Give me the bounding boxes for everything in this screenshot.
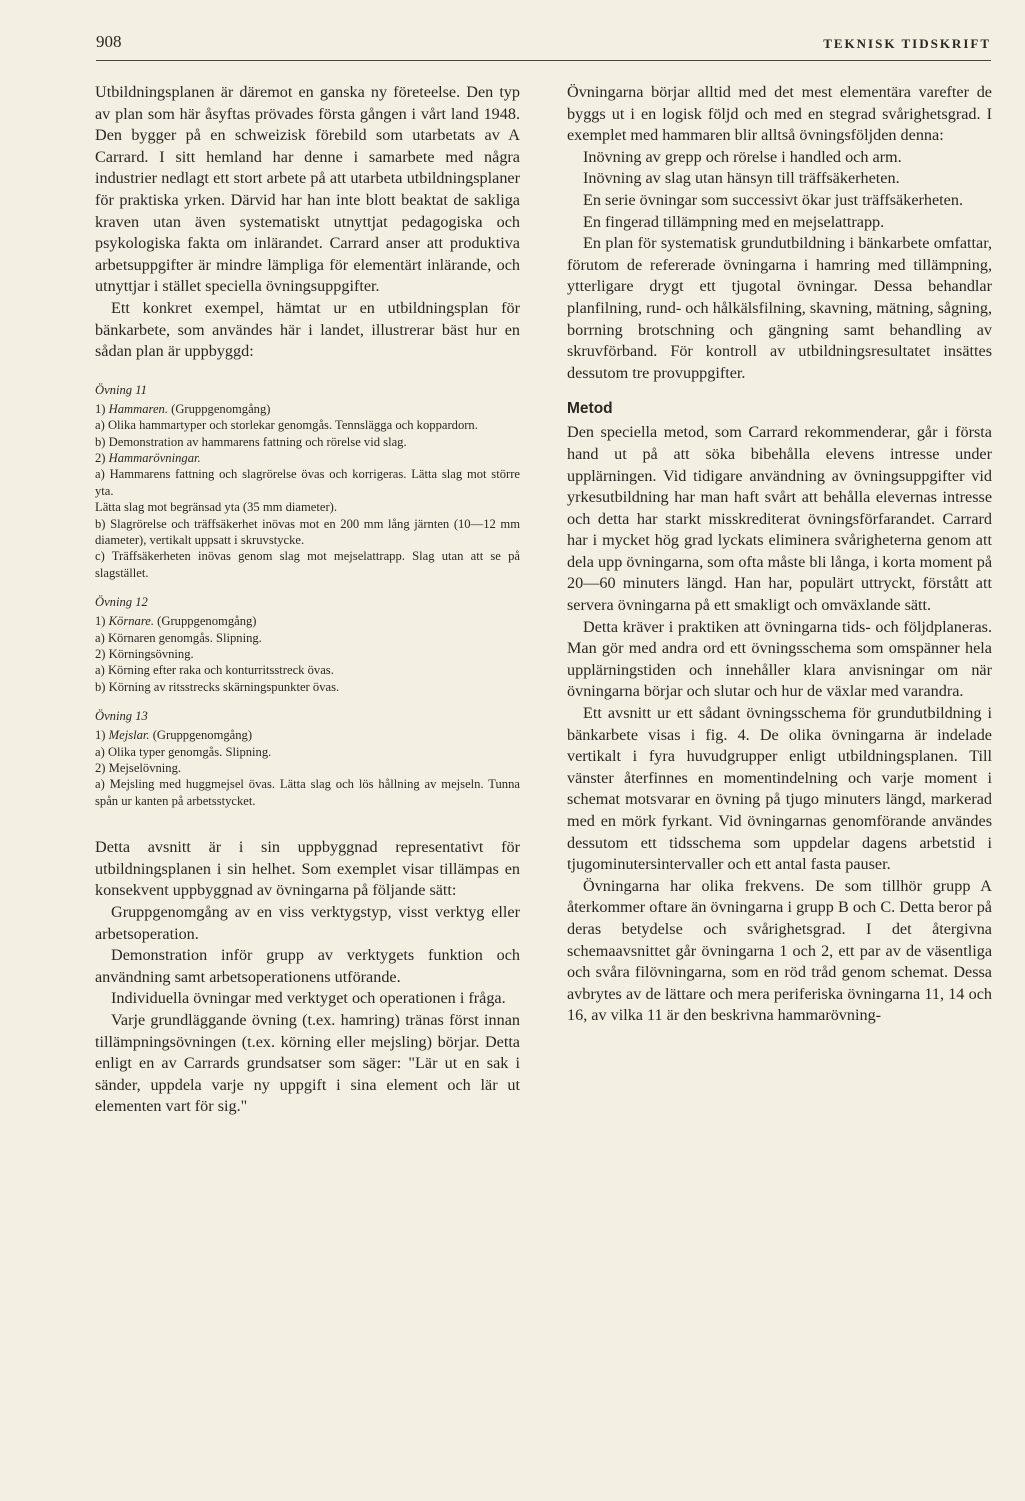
left-column <box>95 82 520 1118</box>
section-heading: Metod <box>567 400 613 418</box>
paragraph: Detta avsnitt är i sin uppbyggnad representativt för utbildningsplanen i sin helhet. Som exemplet visar tillämpas en konsekvent uppbyggnad av övningarna på följande sätt: <box>95 838 520 900</box>
paragraph: Övningarna har olika frekvens. De som tillhör grupp A återkommer oftare än övningarna i grupp B och C. Detta beror på deras betydelse och svårighetsgrad. I det återgivna schemaavsnittet går övningarna 1 och 2, ett par av de väsentliga och svåra filövningarna, som en röd tråd genom schemat. Dessa avbrytes av de lättare och mera periferiska övningarna 11, 14 och 16, av vilka 11 är den beskrivna hammarövning- <box>567 876 992 1025</box>
exercise-line: b) Slagrörelse och träffsäkerhet inövas mot en 200 mm lång järnten (10—12 mm diameter), vertikalt uppsatt i skruvstycke. <box>95 516 520 547</box>
paragraph: En plan för systematisk grundutbildning i bänkarbete omfattar, förutom de refererade övningarna i hamring med tillämpning, ytterligare drygt ett tjugotal övningar. Dessa behandlar planfilning, rund- och hålkälsfilning, skavning, mätning, sågning, borrning brotschning och gängning samt behandling av skruvförband. För kontroll av utbildningsresultatet insättes dessutom tre provuppgifter. <box>567 234 992 382</box>
exercise-line: a) Körning efter raka och konturritsstreck övas. <box>95 663 334 678</box>
exercise-line: b) Körning av ritsstrecks skärningspunkter övas. <box>95 679 340 694</box>
paragraph: Gruppgenomgång av en viss verktygstyp, visst verktyg eller arbetsoperation. <box>95 903 520 943</box>
exercise-line: 1) Körnare. (Gruppgenomgång) <box>95 614 257 629</box>
paragraph: Den speciella metod, som Carrard rekommenderar, går i första hand ut på att söka bibehålla elevens intresse under upplärningen. Vid tidigare användning av övningsuppgifter vid yrkesutbildning har man haft svårt att behålla elevernas intresse och detta har starkt misskrediterat övningsförfarandet. Carrard har i mycket hög grad lyckats eliminera svårigheterna genom att dela upp övningarna, som ofta måste bli långa, i korta moment på 20—60 minuters längd. Han har, populärt uttryckt, förstått att servera övningarna på ett smakligt och omväxlande sätt. <box>567 423 992 615</box>
right-column <box>567 82 992 1027</box>
paragraph: En serie övningar som successivt ökar just träffsäkerheten. <box>583 190 963 209</box>
exercise-line: a) Olika hammartyper och storlekar genomgås. Tennslägga och koppardorn. <box>95 418 478 433</box>
exercise-list <box>95 383 520 810</box>
paragraph: Ett avsnitt ur ett sådant övningsschema för grundutbildning i bänkarbete visas i fig. 4. De olika övningarna är indelade vertikalt i fyra huvudgrupper enligt utbildningsplanen. Till vänster återfinnes en momentindelning och varje moment i schemat motsvarar en övning på tjugo minuters längd, markerad med en mörk fyrkant. Vid övningarnas genomförande användes dessutom ett tidsschema som uppdelar dagens arbetstid i tjugominutersintervaller och ett antal fasta pauser. <box>567 704 992 874</box>
exercise-line: 2) Mejselövning. <box>95 761 182 776</box>
exercise-line: 1) Hammaren. (Gruppgenomgång) <box>95 401 271 416</box>
journal-title: TEKNISK TIDSKRIFT <box>823 36 991 51</box>
exercise-line: c) Träffsäkerheten inövas genom slag mot mejselattrapp. Slag utan att se på slagstället. <box>95 549 520 580</box>
exercise-title: Övning 12 <box>95 595 148 610</box>
paragraph: Varje grundläggande övning (t.ex. hamring) tränas först innan tillämpningsövningen (t.ex. körning eller mejsling) börjar. Detta enligt en av Carrards grundsatser som säger: "Lär ut en sak i sänder, uppdela varje ny uppgift i sina element och lär ut elementen vart för sig." <box>95 1011 520 1116</box>
paragraph: En fingerad tillämpning med en mejselattrapp. <box>583 212 885 231</box>
exercise-line: Lätta slag mot begränsad yta (35 mm diameter). <box>95 500 337 515</box>
exercise-line: 2) Körningsövning. <box>95 647 194 661</box>
exercise-line: a) Olika typer genomgås. Slipning. <box>95 744 272 759</box>
paragraph: Demonstration inför grupp av verktygets funktion och användning samt arbetsoperationens utförande. <box>95 946 520 986</box>
exercise-line: a) Mejsling med huggmejsel övas. Lätta slag och lös hållning av mejseln. Tunna spån ur kanten på arbetsstycket. <box>95 777 520 808</box>
paragraph: Detta kräver i praktiken att övningarna tids- och följdplaneras. Man gör med andra ord ett övningsschema som omspänner hela upplärningstiden och innehåller klara anvisningar om när övningarna börjar och slutar och hur de växlar med varandra. <box>567 617 992 701</box>
page-header <box>96 32 991 60</box>
paragraph: Inövning av slag utan hänsyn till träffsäkerheten. <box>583 169 900 188</box>
paragraph: Individuella övningar med verktyget och operationen i fråga. <box>111 989 506 1008</box>
header-rule <box>96 60 991 61</box>
page-number: 908 <box>96 32 122 51</box>
paragraph: Övningarna börjar alltid med det mest elementära varefter de byggs ut i en logisk följd och med en stegrad svårighetsgrad. I exemplet med hammaren blir alltså övningsföljden denna: <box>567 83 992 145</box>
exercise-line: 2) Hammarövningar. <box>95 450 201 465</box>
paragraph: Inövning av grepp och rörelse i handled och arm. <box>583 147 902 166</box>
summary-section <box>95 837 520 1118</box>
exercise-title: Övning 11 <box>95 382 147 397</box>
exercise-line: a) Hammarens fattning och slagrörelse övas och korrigeras. Lätta slag mot större yta. <box>95 467 520 498</box>
exercise-line: a) Körnaren genomgås. Slipning. <box>95 630 262 645</box>
exercise-line: b) Demonstration av hammarens fattning och rörelse vid slag. <box>95 434 407 449</box>
exercise-line: 1) Mejslar. (Gruppgenomgång) <box>95 728 253 743</box>
paragraph: Ett konkret exempel, hämtat ur en utbildningsplan för bänkarbete, som användes här i landet, illustrerar bäst hur en sådan plan är uppbyggd: <box>95 298 520 361</box>
paragraph: Utbildningsplanen är däremot en ganska ny företeelse. Den typ av plan som här åsyftas prövades första gången i vårt land 1948. Den bygger på en schweizisk förebild som utarbetats av A Carrard. I sitt hemland har denne i samarbete med några industrier nedlagt ett stort arbete på att utarbeta utbildningsplaner för praktiska yrken. Därvid har han inte blott beaktat de sakliga kraven utan även systematiskt utnyttjat pedagogiska och psykologiska fakta om inlärandet. Carrard anser att produktiva arbetsuppgifter är mindre lämpliga för elementärt inlärande, och utnyttjar i stället speciella övningsuppgifter. <box>95 83 520 296</box>
exercise-title: Övning 13 <box>95 709 148 724</box>
